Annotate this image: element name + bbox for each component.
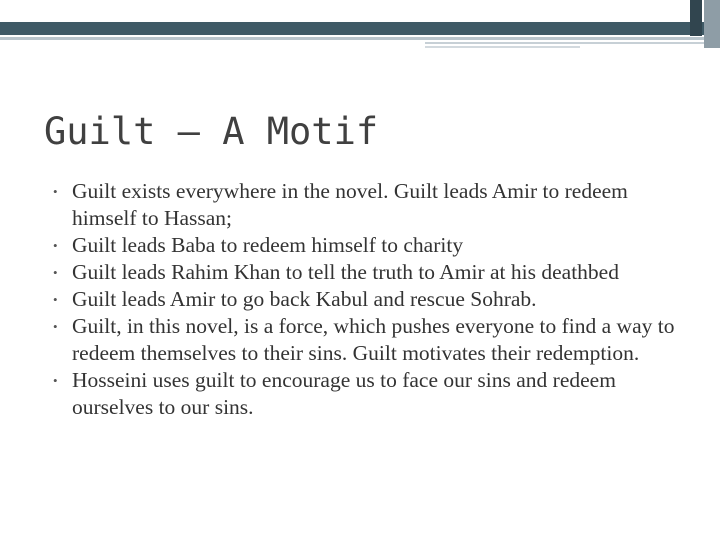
bullet-text: Guilt leads Rahim Khan to tell the truth to Amir at his deathbed: [72, 260, 619, 284]
bullet-item: [52, 286, 682, 313]
bullet-icon: •: [53, 265, 58, 280]
corner-block-light: [704, 0, 720, 48]
bullet-item: [52, 313, 682, 367]
bullet-item: [52, 232, 682, 259]
bullet-list: [52, 178, 682, 421]
header-band-dark: [0, 22, 720, 35]
bullet-item: [52, 178, 682, 232]
bullet-text: Guilt, in this novel, is a force, which pushes everyone to find a way to redeem themselves to their sins. Guilt motivates their redemption.: [72, 314, 675, 365]
bullet-text: Guilt leads Amir to go back Kabul and rescue Sohrab.: [72, 287, 537, 311]
bullet-text: Guilt exists everywhere in the novel. Guilt leads Amir to redeem himself to Hassan;: [72, 179, 628, 230]
bullet-icon: •: [53, 373, 58, 388]
header-band-accent-short: [425, 46, 580, 48]
bullet-text: Hosseini uses guilt to encourage us to face our sins and redeem ourselves to our sins.: [72, 368, 616, 419]
corner-block-dark: [690, 0, 702, 36]
bullet-item: [52, 259, 682, 286]
bullet-item: [52, 367, 682, 421]
header-band-light: [0, 37, 720, 40]
slide-title: Guilt – A Motif: [44, 110, 379, 153]
bullet-icon: •: [53, 319, 58, 334]
bullet-icon: •: [53, 238, 58, 253]
header-band-top: [0, 0, 720, 22]
header-band-accent: [425, 42, 720, 44]
bullet-icon: •: [53, 184, 58, 199]
bullet-text: Guilt leads Baba to redeem himself to charity: [72, 233, 464, 257]
bullet-icon: •: [53, 292, 58, 307]
